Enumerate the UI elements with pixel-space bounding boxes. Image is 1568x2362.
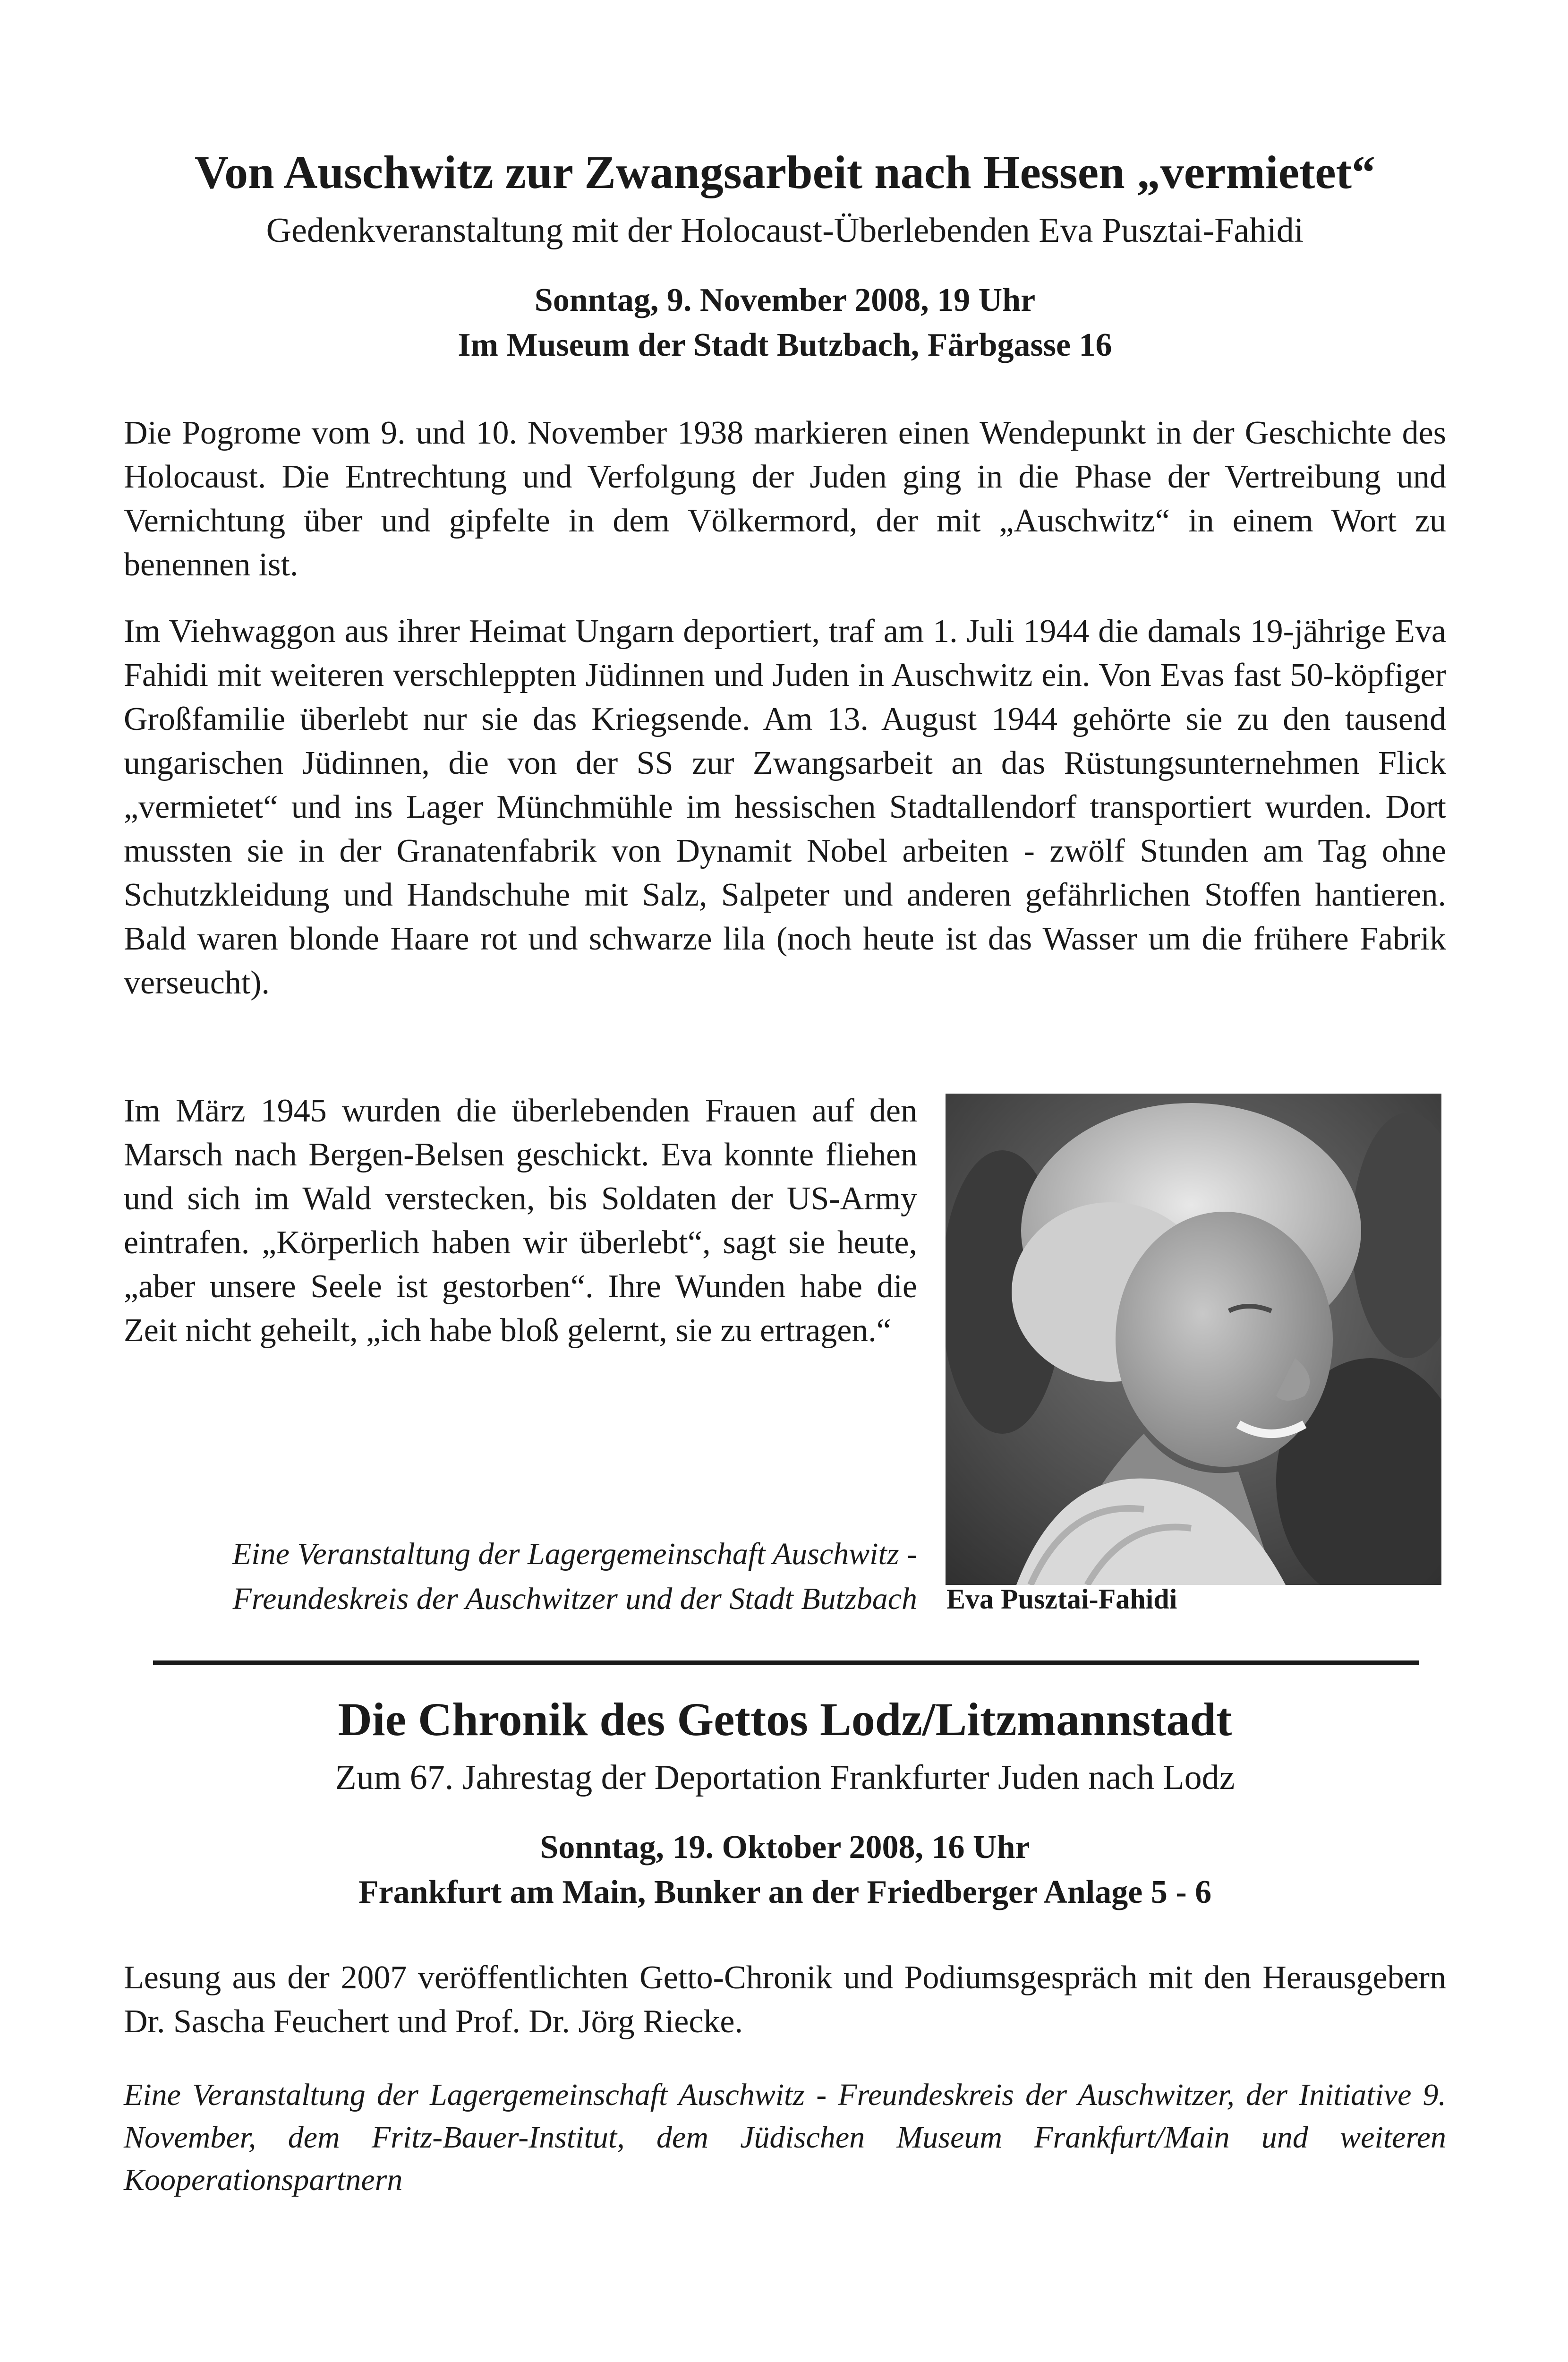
event1-location: Im Museum der Stadt Butzbach, Färbgasse 16: [458, 327, 1112, 363]
photo-caption: Eva Pusztai-Fahidi: [946, 1583, 1177, 1615]
event1-credit-line-1: Eine Veranstaltung der Lagergemeinschaft Auschwitz -: [232, 1537, 917, 1571]
event2-title: Die Chronik des Gettos Lodz/Litzmannstadt: [338, 1693, 1232, 1746]
portrait-illustration: [946, 1094, 1441, 1585]
event1-title: Von Auschwitz zur Zwangsarbeit nach Hessen „vermietet“: [195, 146, 1375, 198]
event1-subtitle: Gedenkveranstaltung mit der Holocaust-Überlebenden Eva Pusztai-Fahidi: [266, 211, 1304, 250]
section-divider: [153, 1660, 1419, 1665]
event1-date: Sonntag, 9. November 2008, 19 Uhr: [534, 282, 1036, 318]
event1-paragraph-1: Die Pogrome vom 9. und 10. November 1938 markieren einen Wendepunkt in der Geschichte des Holocaust. Die Entrechtung und Verfolgung der Juden ging in die Phase der Vertreibung und Vernichtung über und gipfelte in dem Völkermord, der mit „Auschwitz“ in einem Wort zu benennen ist.: [124, 415, 1446, 583]
portrait-photo: [946, 1094, 1441, 1585]
event2-location: Frankfurt am Main, Bunker an der Friedberger Anlage 5 - 6: [358, 1874, 1212, 1910]
event2-credit: Eine Veranstaltung der Lagergemeinschaft Auschwitz - Freundeskreis der Auschwitzer, der Initiative 9. November, dem Fritz-Bauer-Institut, dem Jüdischen Museum Frankfurt/Main und weiteren Kooperationspartnern: [124, 2078, 1446, 2197]
event1-paragraph-3: Im März 1945 wurden die überlebenden Frauen auf den Marsch nach Bergen-Belsen geschickt. Eva konnte fliehen und sich im Wald verstecken, bis Soldaten der US-Army eintrafen. „Körperlich haben wir überlebt“, sagt sie heute, „aber unsere Seele ist gestorben“. Ihre Wunden habe die Zeit nicht geheilt, „ich habe bloß gelernt, sie zu ertragen.“: [124, 1093, 917, 1349]
event2-date: Sonntag, 19. Oktober 2008, 16 Uhr: [540, 1829, 1030, 1866]
event2-paragraph-1: Lesung aus der 2007 veröffentlichten Getto-Chronik und Podiumsgespräch mit den Herausgebern Dr. Sascha Feuchert und Prof. Dr. Jörg Riecke.: [124, 1960, 1446, 2040]
document-page: [124, 0, 1446, 2362]
event1-credit-line-2: Freundeskreis der Auschwitzer und der Stadt Butzbach: [232, 1582, 917, 1616]
event2-subtitle: Zum 67. Jahrestag der Deportation Frankfurter Juden nach Lodz: [335, 1758, 1235, 1797]
event1-paragraph-2: Im Viehwaggon aus ihrer Heimat Ungarn deportiert, traf am 1. Juli 1944 die damals 19-jährige Eva Fahidi mit weiteren verschleppten Jüdinnen und Juden in Auschwitz ein. Von Evas fast 50-köpfiger Großfamilie überlebt nur sie das Kriegsende. Am 13. August 1944 gehörte sie zu den tausend ungarischen Jüdinnen, die von der SS zur Zwangsarbeit an das Rüstungsunternehmen Flick „vermietet“ und ins Lager Münchmühle im hessischen Stadtallendorf transportiert wurden. Dort mussten sie in der Granatenfabrik von Dynamit Nobel arbeiten - zwölf Stunden am Tag ohne Schutzkleidung und Handschuhe mit Salz, Salpeter und anderen gefährlichen Stoffen hantieren. Bald waren blonde Haare rot und schwarze lila (noch heute ist das Wasser um die frühere Fabrik verseucht).: [124, 613, 1446, 1001]
